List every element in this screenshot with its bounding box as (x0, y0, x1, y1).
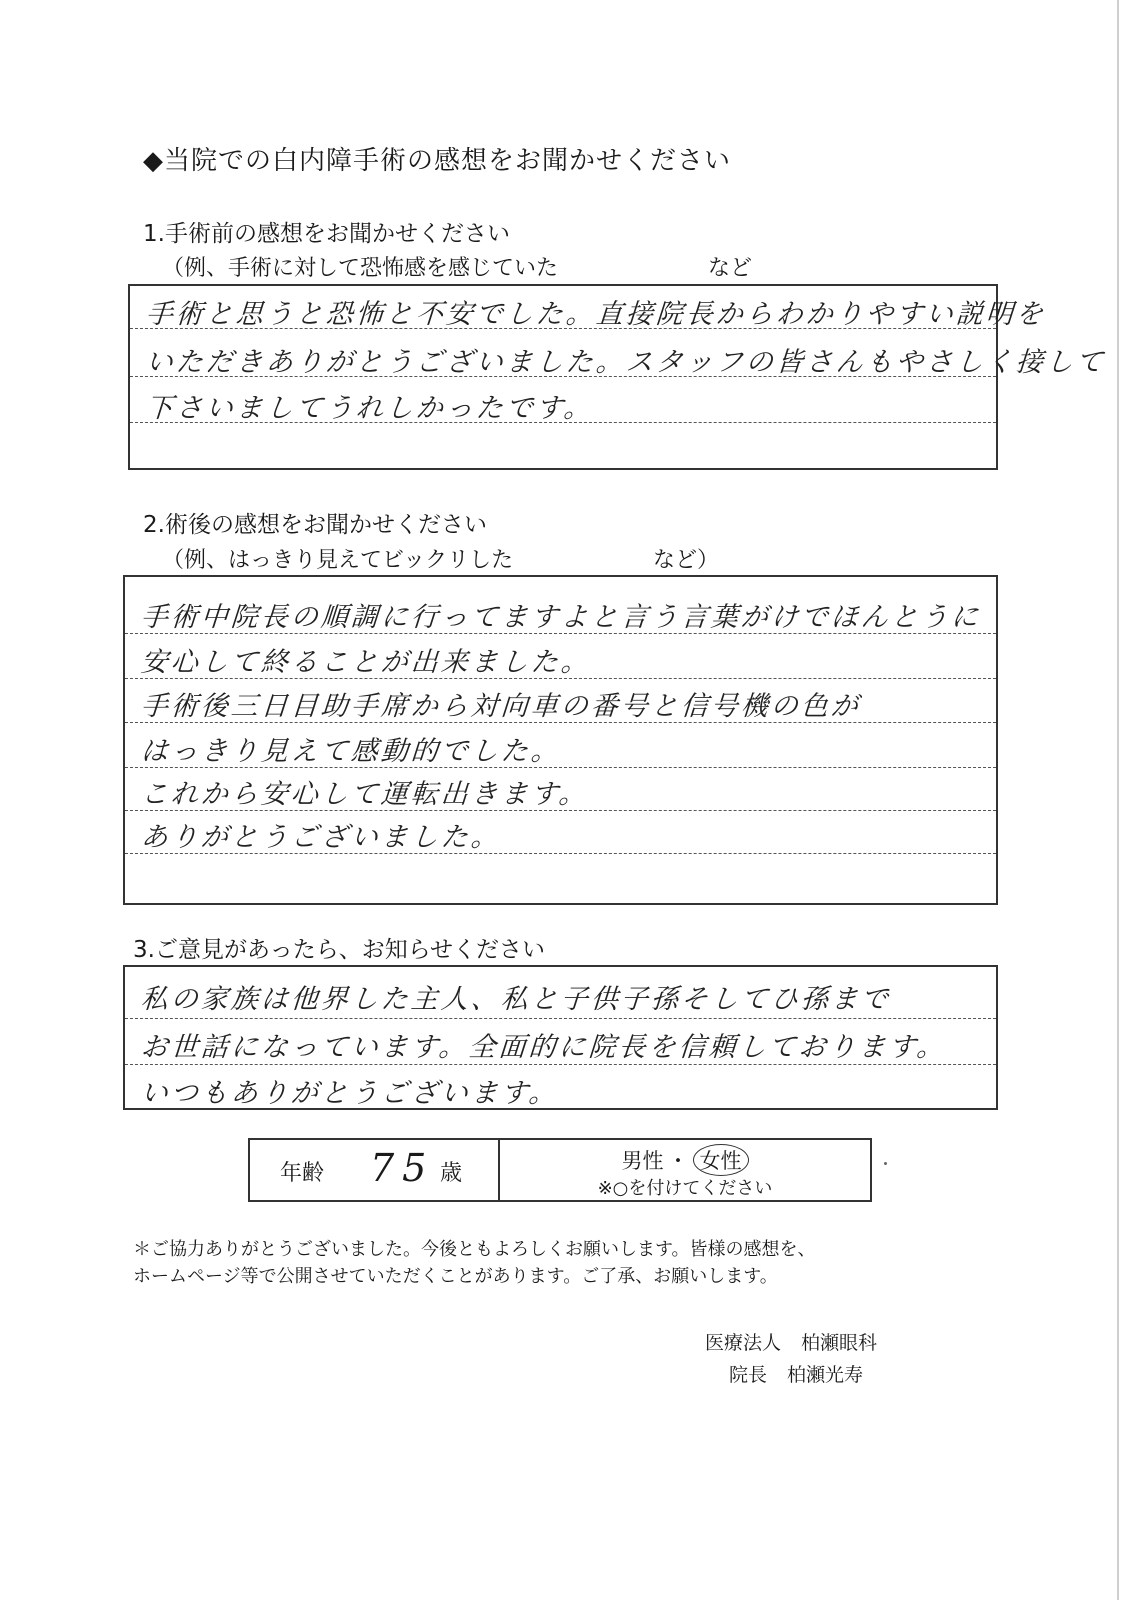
age-label: 年齢 (280, 1161, 325, 1186)
section-3-answer-box (123, 965, 998, 1110)
handwritten-line: 手術後三日目助手席から対向車の番号と信号機の色が (139, 691, 862, 722)
handwritten-line: 手術と思うと恐怖と不安でした。直接院長からわかりやすい説明を (144, 299, 1047, 330)
gender-male: 男性 (621, 1149, 664, 1173)
age-cell (250, 1140, 500, 1200)
handwritten-line: 下さいましてうれしかったです。 (144, 393, 595, 424)
director-title: 院長 (729, 1364, 768, 1386)
stray-mark (884, 1162, 887, 1165)
age-gender-box (248, 1138, 872, 1202)
gender-note: ※○を付けてください (597, 1178, 773, 1199)
ruled-line (125, 1064, 996, 1065)
handwritten-line: いつもありがとうございます。 (139, 1078, 560, 1109)
section-2-heading: 2.術後の感想をお聞かせください (143, 512, 487, 538)
signature-org (705, 1328, 877, 1355)
section-1-heading: 1.手術前の感想をお聞かせください (143, 221, 510, 247)
page-title: ◆当院での白内障手術の感想をお聞かせください (143, 146, 731, 176)
section-1-example-text: （例、手術に対して恐怖感を感じていた (162, 256, 559, 281)
handwritten-line: これから安心して運転出きます。 (139, 779, 590, 810)
section-3-heading: 3.ご意見があったら、お知らせください (133, 937, 546, 963)
handwritten-line: 手術中院長の順調に行ってますよと言う言葉がけでほんとうに (139, 602, 982, 633)
handwritten-line: ありがとうございました。 (139, 822, 502, 853)
signature-director (729, 1360, 863, 1387)
section-2-example-tail: など） (653, 548, 720, 573)
age-value: 75 (370, 1146, 435, 1190)
handwritten-line: 私の家族は他界した主人、私と子供子孫そしてひ孫まで (139, 984, 892, 1015)
footer-note (133, 1236, 816, 1290)
section-1-example-tail: など (708, 256, 753, 281)
page-edge (1117, 0, 1119, 1600)
clinic-name: 柏瀬眼科 (801, 1332, 878, 1354)
gender-cell (500, 1140, 870, 1200)
director-name: 柏瀬光寿 (787, 1364, 864, 1386)
footer-line-1: ＊ご協力ありがとうございました。今後ともよろしくお願いします。皆様の感想を、 (133, 1239, 816, 1260)
handwritten-line: いただきありがとうございました。スタッフの皆さんもやさしく接して (144, 347, 1107, 378)
section-1-answer-box (128, 284, 1107, 470)
section-2-example (162, 543, 782, 574)
org-label: 医療法人 (705, 1332, 782, 1354)
ruled-line (125, 1018, 996, 1019)
gender-female-circled: 女性 (693, 1144, 749, 1176)
handwritten-line: 安心して終ることが出来ました。 (139, 647, 592, 678)
section-1-example (162, 251, 782, 282)
age-unit: 歳 (440, 1161, 463, 1186)
handwritten-line: お世話になっています。全面的に院長を信頼しております。 (139, 1032, 948, 1063)
gender-options (500, 1144, 870, 1176)
handwritten-line: はっきり見えて感動的でした。 (139, 736, 562, 767)
section-2-answer-box (123, 575, 998, 905)
section-2-example-text: （例、はっきり見えてビックリした (162, 548, 514, 573)
gender-separator: ・ (667, 1149, 689, 1173)
footer-line-2: ホームページ等で公開させていただくことがあります。ご了承、お願いします。 (133, 1266, 778, 1287)
